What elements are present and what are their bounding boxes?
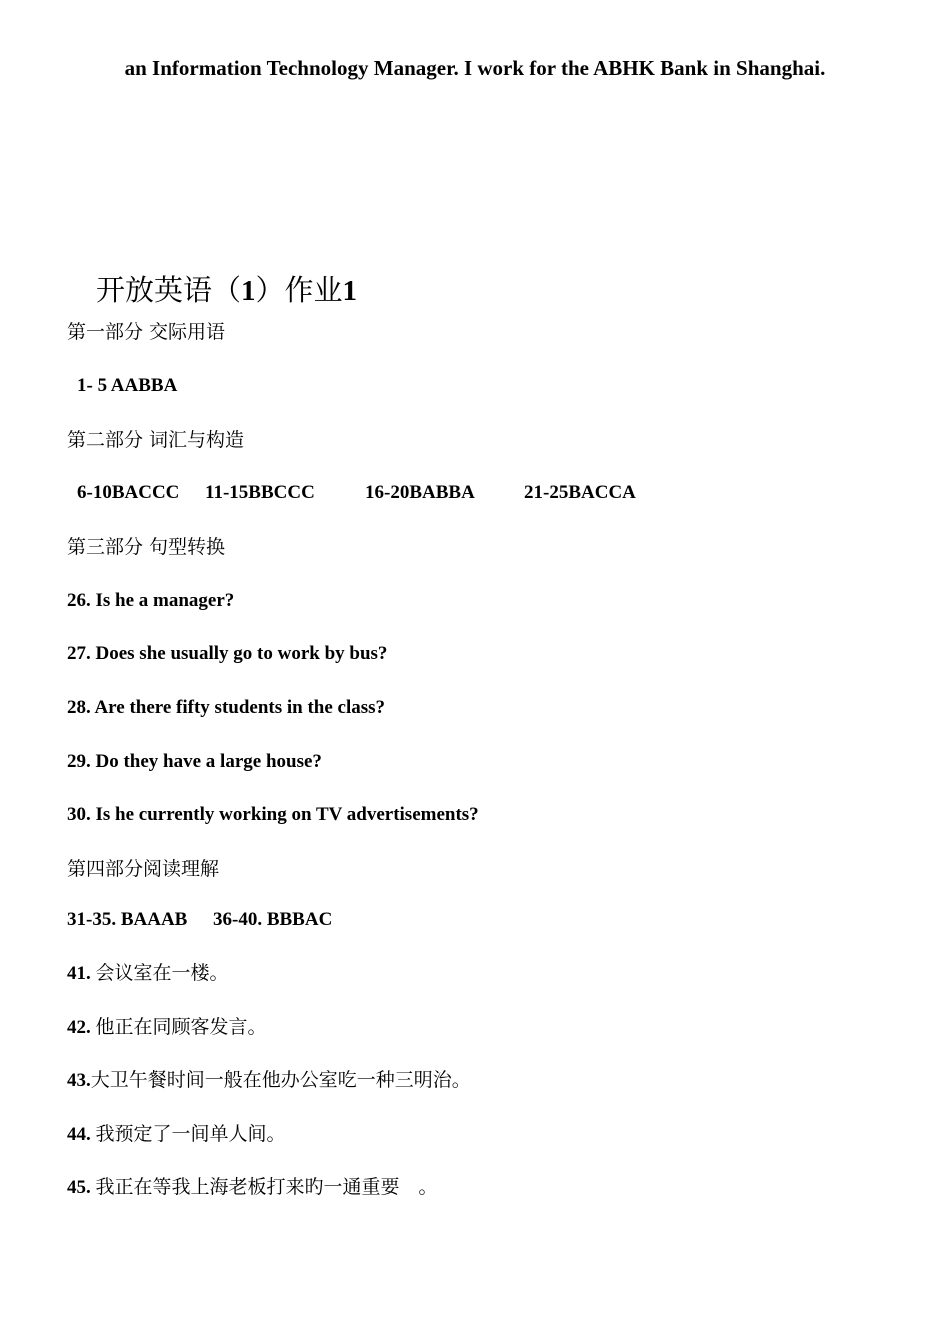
item-text: Is he currently working on TV advertisements? (95, 804, 479, 825)
section2-answer-3: 16-20BABBA (365, 482, 475, 503)
section2-heading: 第二部分 词汇与构造 (67, 429, 245, 451)
list-item (67, 589, 234, 613)
item-text: Does she usually go to work by bus? (95, 643, 388, 664)
list-item (67, 1122, 286, 1147)
list-item (67, 642, 387, 666)
section1-heading: 第一部分 交际用语 (67, 321, 226, 343)
item-text: 会议室在一楼。 (95, 962, 229, 984)
section1-answers: 1- 5 AABBA (77, 375, 178, 396)
item-text: Are there fifty students in the class? (94, 697, 386, 718)
section2-answer-1: 6-10BACCC (77, 482, 180, 503)
list-item (67, 1175, 438, 1200)
item-number: 26. (67, 590, 91, 611)
title-course-number: 1 (241, 275, 256, 307)
list-item (67, 750, 322, 774)
section4-heading: 第四部分阅读理解 (67, 858, 220, 880)
title-assignment-number: 1 (342, 275, 358, 307)
item-text: Is he a manager? (95, 590, 235, 611)
item-number: 41. (67, 963, 91, 984)
section2-answer-4: 21-25BACCA (524, 482, 636, 503)
list-item (67, 696, 385, 720)
item-number: 29. (67, 751, 91, 772)
item-text: 大卫午餐时间一般在他办公室吃一种三明治。 (90, 1069, 471, 1091)
item-number: 30. (67, 804, 91, 825)
title-prefix: 开放英语（ (96, 273, 242, 307)
section2-answer-2: 11-15BBCCC (205, 482, 315, 503)
list-item (67, 803, 479, 827)
item-text: 我预定了一间单人间。 (95, 1123, 286, 1145)
section4-answer-1: 31-35. BAAAB (67, 909, 188, 930)
section3-heading: 第三部分 句型转换 (67, 536, 226, 558)
item-text: 他正在同顾客发言。 (95, 1016, 267, 1038)
title-suffix: ）作业 (255, 273, 343, 307)
item-number: 44. (67, 1124, 91, 1145)
item-text: 我正在等我上海老板打来旳一通重要 。 (95, 1176, 438, 1198)
section4-answer-2: 36-40. BBBAC (213, 909, 333, 930)
item-number: 42. (67, 1017, 91, 1038)
item-number: 43. (67, 1070, 91, 1091)
item-number: 28. (67, 697, 91, 718)
continuation-line: an Information Technology Manager. I work for the ABHK Bank in Shanghai. (124, 56, 826, 80)
item-number: 27. (67, 643, 91, 664)
list-item (67, 1015, 267, 1040)
item-number: 45. (67, 1177, 91, 1198)
list-item (67, 1068, 471, 1093)
list-item (67, 961, 229, 986)
item-text: Do they have a large house? (95, 751, 322, 772)
